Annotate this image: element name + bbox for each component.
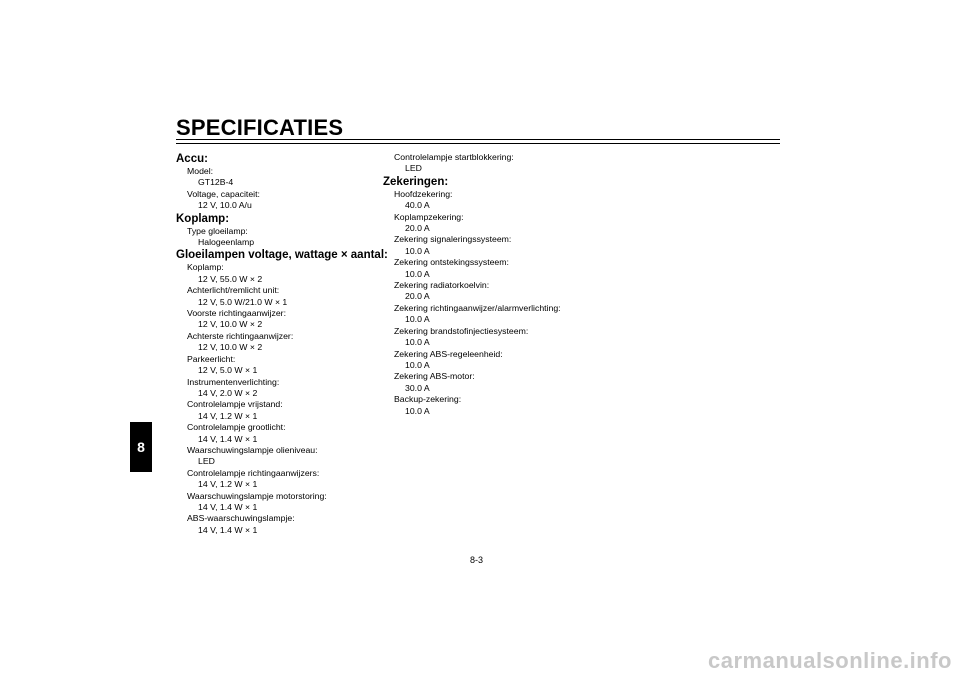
title-underline xyxy=(176,139,780,144)
spec-value: 14 V, 2.0 W × 2 xyxy=(198,387,258,398)
spec-entry xyxy=(176,285,376,308)
spec-label: Controlelampje vrijstand: xyxy=(187,399,283,410)
spec-value: LED xyxy=(198,456,215,467)
spec-value: 14 V, 1.4 W × 1 xyxy=(198,501,258,512)
spec-entry xyxy=(176,468,376,491)
right-column xyxy=(383,152,623,417)
spec-entry xyxy=(383,152,623,175)
spec-label: Achterste richtingaanwijzer: xyxy=(187,330,294,341)
spec-entry xyxy=(176,262,376,285)
spec-label: Zekering brandstofinjectiesysteem: xyxy=(394,325,529,336)
spec-value: 10.0 A xyxy=(405,245,430,256)
spec-label: Koplampzekering: xyxy=(394,211,464,222)
spec-entry xyxy=(176,331,376,354)
spec-entry xyxy=(383,303,623,326)
spec-label: Voorste richtingaanwijzer: xyxy=(187,308,286,319)
spec-label: Zekering ABS-motor: xyxy=(394,371,475,382)
spec-label: Zekering ontstekingssysteem: xyxy=(394,257,509,268)
spec-label: Waarschuwingslampje motorstoring: xyxy=(187,490,327,501)
section-heading: Zekeringen: xyxy=(383,175,449,188)
spec-value: 40.0 A xyxy=(405,200,430,211)
spec-label: Instrumentenverlichting: xyxy=(187,376,280,387)
spec-label: Koplamp: xyxy=(187,262,224,273)
spec-value: 10.0 A xyxy=(405,314,430,325)
spec-label: Model: xyxy=(187,166,214,176)
spec-label: Voltage, capaciteit: xyxy=(187,188,260,199)
spec-label: Controlelampje startblokkering: xyxy=(394,152,514,162)
chapter-tab: 8 xyxy=(130,422,152,472)
section-heading: Accu: xyxy=(176,153,208,165)
watermark: carmanualsonline.info xyxy=(708,648,952,673)
spec-label: Backup-zekering: xyxy=(394,394,462,405)
spec-label: Parkeerlicht: xyxy=(187,353,236,364)
spec-entry xyxy=(176,166,376,189)
spec-label: Achterlicht/remlicht unit: xyxy=(187,285,280,296)
spec-entry xyxy=(176,377,376,400)
page-number: 8-3 xyxy=(470,555,484,565)
spec-value: 12 V, 10.0 W × 2 xyxy=(198,342,263,353)
spec-value: 10.0 A xyxy=(405,405,430,416)
spec-entry xyxy=(176,491,376,514)
spec-label: Hoofdzekering: xyxy=(394,188,453,199)
spec-label: ABS-waarschuwingslampje: xyxy=(187,513,295,524)
spec-value: GT12B-4 xyxy=(198,177,234,188)
spec-entry xyxy=(176,422,376,445)
spec-entry xyxy=(383,189,623,212)
spec-value: 12 V, 5.0 W/21.0 W × 1 xyxy=(198,296,288,307)
spec-entry xyxy=(383,212,623,235)
spec-label: Zekering radiatorkoelvin: xyxy=(394,280,490,291)
spec-entry xyxy=(176,445,376,468)
spec-value: Halogeenlamp xyxy=(198,237,255,248)
spec-value: 10.0 A xyxy=(405,359,430,370)
spec-entry xyxy=(176,226,376,249)
spec-label: Zekering signaleringssysteem: xyxy=(394,234,512,245)
spec-value: 12 V, 5.0 W × 1 xyxy=(198,365,258,376)
spec-label: Zekering ABS-regeleenheid: xyxy=(394,348,503,359)
spec-label: Controlelampje grootlicht: xyxy=(187,422,286,433)
spec-value: 20.0 A xyxy=(405,223,430,234)
spec-label: Zekering richtingaanwijzer/alarmverlichting: xyxy=(394,302,561,313)
spec-label: Waarschuwingslampje olieniveau: xyxy=(187,444,318,455)
spec-value: 12 V, 10.0 W × 2 xyxy=(198,319,263,330)
spec-value: 14 V, 1.2 W × 1 xyxy=(198,479,258,490)
spec-value: 14 V, 1.2 W × 1 xyxy=(198,410,258,421)
spec-label: Type gloeilamp: xyxy=(187,225,248,236)
spec-value: LED xyxy=(405,163,422,174)
spec-label: Controlelampje richtingaanwijzers: xyxy=(187,467,320,478)
spec-entry xyxy=(176,399,376,422)
spec-entry xyxy=(383,371,623,394)
spec-value: 10.0 A xyxy=(405,337,430,348)
spec-entry xyxy=(383,349,623,372)
spec-value: 14 V, 1.4 W × 1 xyxy=(198,524,258,535)
spec-value: 30.0 A xyxy=(405,382,430,393)
spec-value: 14 V, 1.4 W × 1 xyxy=(198,433,258,444)
spec-entry xyxy=(383,234,623,257)
spec-entry xyxy=(176,308,376,331)
section-heading: Koplamp: xyxy=(176,212,230,225)
spec-entry xyxy=(176,354,376,377)
spec-value: 12 V, 10.0 A/u xyxy=(198,200,252,211)
spec-entry xyxy=(176,513,376,536)
spec-entry xyxy=(383,280,623,303)
spec-value: 10.0 A xyxy=(405,268,430,279)
left-column xyxy=(176,152,388,536)
spec-entry xyxy=(176,189,376,212)
page-title: SPECIFICATIES xyxy=(176,115,344,140)
spec-value: 12 V, 55.0 W × 2 xyxy=(198,273,263,284)
spec-entry xyxy=(383,257,623,280)
section-heading: Gloeilampen voltage, wattage × aantal: xyxy=(176,249,388,262)
spec-entry xyxy=(383,326,623,349)
spec-entry xyxy=(383,394,623,417)
spec-value: 20.0 A xyxy=(405,291,430,302)
